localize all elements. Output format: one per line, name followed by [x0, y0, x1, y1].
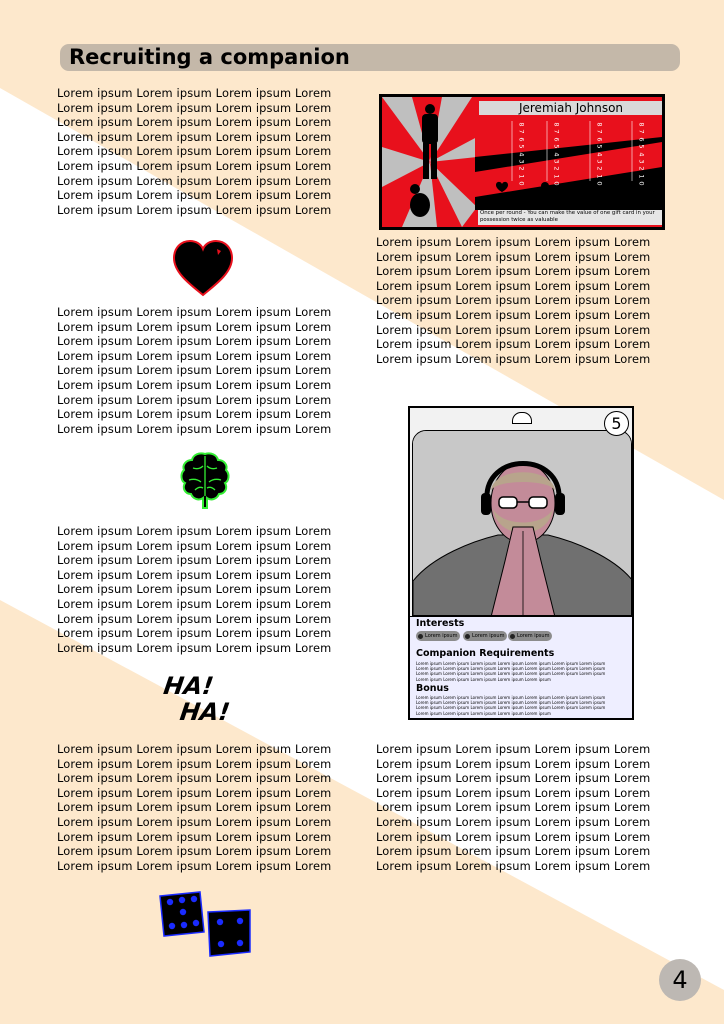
track-value: 1 [595, 174, 604, 179]
track-value: 3 [552, 159, 561, 164]
track-value: 7 [517, 129, 526, 134]
companion-number: 5 [604, 411, 629, 436]
bonus-text: Lorem ipsum Lorem ipsum Lorem ipsum Lorem ipsum Lorem ipsum Lorem ipsum Lorem ipsum Lorem ipsum Lorem ipsum Lorem ipsum Lorem ipsum Lorem ipsum Lorem ipsum Lorem ipsum Lorem ipsum Lorem ipsum Lorem ipsum Lorem ipsum Lorem ipsum Lorem ipsum Lorem ipsum Lorem ipsum Lorem ipsum Lorem ipsum Lorem ipsum Lorem ipsum [416, 695, 606, 716]
interest-tag: Lorem ipsum [508, 631, 552, 641]
track-value: 6 [595, 137, 604, 142]
interest-tag: Lorem ipsum [463, 631, 507, 641]
requirements-heading: Companion Requirements [416, 648, 555, 659]
haha-text-1: HA! [162, 672, 216, 700]
track-value: 8 [552, 122, 561, 127]
track-value: 0 [517, 181, 526, 186]
brain-icon [179, 450, 231, 512]
track-value: 0 [637, 181, 646, 186]
track-value: 8 [517, 122, 526, 127]
interests-heading: Interests [416, 618, 465, 629]
track-value: 5 [595, 144, 604, 149]
track-value: 1 [552, 174, 561, 179]
track-value: 6 [517, 137, 526, 142]
track-value: 5 [517, 144, 526, 149]
track-value: 7 [595, 129, 604, 134]
track-value: 5 [637, 144, 646, 149]
paragraph-4: Lorem ipsum Lorem ipsum Lorem ipsum Lorem Lorem ipsum Lorem ipsum Lorem ipsum Lorem Lorem ipsum Lorem ipsum Lorem ipsum Lorem Lorem ipsum Lorem ipsum Lorem ipsum Lorem Lorem ipsum Lorem ipsum Lorem ipsum Lorem Lorem ipsum Lorem ipsum Lorem ipsum Lorem Lorem ipsum Lorem ipsum Lorem ipsum Lorem Lorem ipsum Lorem ipsum Lorem ipsum Lorem Lorem ipsum Lorem ipsum Lorem ipsum Lorem [57, 742, 332, 873]
heart-icon [171, 239, 235, 299]
card-details [410, 616, 632, 719]
companion-card-jeff [408, 406, 634, 720]
track-value: 2 [595, 166, 604, 171]
paragraph-2: Lorem ipsum Lorem ipsum Lorem ipsum Lorem Lorem ipsum Lorem ipsum Lorem ipsum Lorem Lorem ipsum Lorem ipsum Lorem ipsum Lorem Lorem ipsum Lorem ipsum Lorem ipsum Lorem Lorem ipsum Lorem ipsum Lorem ipsum Lorem Lorem ipsum Lorem ipsum Lorem ipsum Lorem Lorem ipsum Lorem ipsum Lorem ipsum Lorem Lorem ipsum Lorem ipsum Lorem ipsum Lorem Lorem ipsum Lorem ipsum Lorem ipsum Lorem [57, 305, 332, 436]
bonus-heading: Bonus [416, 683, 449, 694]
paragraph-5: Lorem ipsum Lorem ipsum Lorem ipsum Lorem Lorem ipsum Lorem ipsum Lorem ipsum Lorem Lorem ipsum Lorem ipsum Lorem ipsum Lorem Lorem ipsum Lorem ipsum Lorem ipsum Lorem Lorem ipsum Lorem ipsum Lorem ipsum Lorem Lorem ipsum Lorem ipsum Lorem ipsum Lorem Lorem ipsum Lorem ipsum Lorem ipsum Lorem Lorem ipsum Lorem ipsum Lorem ipsum Lorem Lorem ipsum Lorem ipsum Lorem ipsum Lorem [376, 235, 651, 366]
track-value: 0 [552, 181, 561, 186]
track-value: 4 [552, 152, 561, 157]
track-value: 2 [552, 166, 561, 171]
track-value: 1 [637, 174, 646, 179]
track-value: 4 [595, 152, 604, 157]
track-value: 8 [637, 122, 646, 127]
track-value: 6 [552, 137, 561, 142]
track-value: 4 [637, 152, 646, 157]
track-value: 0 [595, 181, 604, 186]
requirements-text: Lorem ipsum Lorem ipsum Lorem ipsum Lorem ipsum Lorem ipsum Lorem ipsum Lorem ipsum Lorem ipsum Lorem ipsum Lorem ipsum Lorem ipsum Lorem ipsum Lorem ipsum Lorem ipsum Lorem ipsum Lorem ipsum Lorem ipsum Lorem ipsum Lorem ipsum Lorem ipsum Lorem ipsum Lorem ipsum Lorem ipsum Lorem ipsum Lorem ipsum Lorem ipsum [416, 661, 606, 682]
track-value: 4 [517, 152, 526, 157]
dice-icon [156, 888, 256, 960]
page-title: Recruiting a companion [69, 45, 350, 69]
track-value: 7 [637, 129, 646, 134]
track-value: 7 [552, 129, 561, 134]
portrait-illustration [413, 431, 632, 616]
page-number: 4 [659, 959, 701, 1001]
track-value: 5 [552, 144, 561, 149]
companion-sheet-card [379, 94, 665, 230]
paragraph-6: Lorem ipsum Lorem ipsum Lorem ipsum Lorem Lorem ipsum Lorem ipsum Lorem ipsum Lorem Lorem ipsum Lorem ipsum Lorem ipsum Lorem Lorem ipsum Lorem ipsum Lorem ipsum Lorem Lorem ipsum Lorem ipsum Lorem ipsum Lorem Lorem ipsum Lorem ipsum Lorem ipsum Lorem Lorem ipsum Lorem ipsum Lorem ipsum Lorem Lorem ipsum Lorem ipsum Lorem ipsum Lorem Lorem ipsum Lorem ipsum Lorem ipsum Lorem [376, 742, 651, 873]
track-value: 3 [595, 159, 604, 164]
section-title-bar [60, 44, 680, 71]
companion-name: Jeremiah Johnson [479, 101, 663, 115]
paragraph-1: Lorem ipsum Lorem ipsum Lorem ipsum Lorem Lorem ipsum Lorem ipsum Lorem ipsum Lorem Lorem ipsum Lorem ipsum Lorem ipsum Lorem Lorem ipsum Lorem ipsum Lorem ipsum Lorem Lorem ipsum Lorem ipsum Lorem ipsum Lorem Lorem ipsum Lorem ipsum Lorem ipsum Lorem Lorem ipsum Lorem ipsum Lorem ipsum Lorem Lorem ipsum Lorem ipsum Lorem ipsum Lorem Lorem ipsum Lorem ipsum Lorem ipsum Lorem [57, 86, 332, 217]
emblem-icon [512, 412, 532, 424]
haha-icon [162, 670, 232, 726]
paragraph-3: Lorem ipsum Lorem ipsum Lorem ipsum Lorem Lorem ipsum Lorem ipsum Lorem ipsum Lorem Lorem ipsum Lorem ipsum Lorem ipsum Lorem Lorem ipsum Lorem ipsum Lorem ipsum Lorem Lorem ipsum Lorem ipsum Lorem ipsum Lorem Lorem ipsum Lorem ipsum Lorem ipsum Lorem Lorem ipsum Lorem ipsum Lorem ipsum Lorem Lorem ipsum Lorem ipsum Lorem ipsum Lorem Lorem ipsum Lorem ipsum Lorem ipsum Lorem [57, 524, 332, 655]
track-value: 3 [517, 159, 526, 164]
track-value: 2 [637, 166, 646, 171]
interest-tag: Lorem ipsum [416, 631, 460, 641]
track-value: 8 [595, 122, 604, 127]
track-value: 2 [517, 166, 526, 171]
portrait [412, 430, 632, 616]
companion-ability: Once per round - You can make the value of one gift card in your possession twice as valuable [478, 210, 664, 225]
haha-text-2: HA! [178, 698, 232, 726]
track-value: 6 [637, 137, 646, 142]
track-value: 1 [517, 174, 526, 179]
track-value: 3 [637, 159, 646, 164]
